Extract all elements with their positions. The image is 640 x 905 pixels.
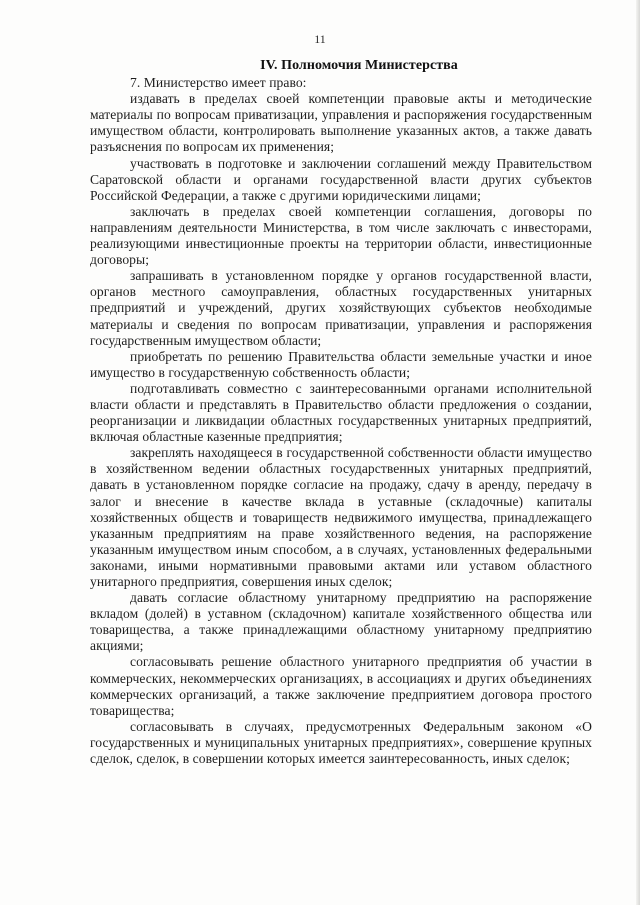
section-heading: IV. Полномочия Министерства xyxy=(260,58,458,73)
paragraph: согласовывать в случаях, предусмотренных Федеральным законом «О государственных и муниципальных унитарных предприятиях», совершение крупных сделок, сделок, в совершении которых имеется заинтересованность, иных сделок; xyxy=(90,718,592,767)
paragraph: согласовывать решение областного унитарного предприятия об участии в коммерческих, некоммерческих организациях, в ассоциациях и других объединениях коммерческих организаций, а также заключение предприятием договора простого товарищества; xyxy=(90,654,592,718)
paragraph: давать согласие областному унитарному предприятию на распоряжение вкладом (долей) в уставном (складочном) капитале хозяйственного общества или товарищества, а также принадлежащими областному унитарному предприятию акциями; xyxy=(90,590,592,654)
paragraph: участвовать в подготовке и заключении соглашений между Правительством Саратовской области и органами государственной власти других субъектов Российской Федерации, а также с другими юридическими лицами; xyxy=(90,155,592,203)
paragraph: приобретать по решению Правительства области земельные участки и иное имущество в государственную собственность области; xyxy=(90,348,592,380)
paragraph: подготавливать совместно с заинтересованными органами исполнительной власти области и представлять в Правительство области предложения о создании, реорганизации и ликвидации областных государственных унитарных предприятий, включая областные казенные предприятия; xyxy=(90,380,592,445)
paragraph: заключать в пределах своей компетенции соглашения, договоры по направлениям деятельности Министерства, в том числе заключать с инвесторами, реализующими инвестиционные проекты на территории области, инвестиционные договоры; xyxy=(90,203,592,268)
scan-edge xyxy=(636,0,640,905)
paragraph: издавать в пределах своей компетенции правовые акты и методические материалы по вопросам приватизации, управления и распоряжения государственным имуществом области, контролировать выполнение указанных актов, а также давать разъяснения по вопросам их применения; xyxy=(90,91,592,155)
document-body xyxy=(90,58,592,767)
clause-intro: 7. Министерство имеет право: xyxy=(130,75,307,91)
paragraph: закреплять находящееся в государственной собственности области имущество в хозяйственном ведении областных государственных унитарных предприятий, давать в установленном порядке согласие на продажу, сдачу в аренду, передачу в залог и внесение в качестве вклада в уставные (складочные) капиталы хозяйственных обществ и товариществ недвижимого имущества, принадлежащего указанным предприятиям на праве хозяйственного ведения, на распоряжение указанным имуществом иным способом, а в случаях, установленных федеральными законами, иными нормативными правовыми актами или уставом областного унитарного предприятия, совершения иных сделок; xyxy=(90,445,592,589)
paragraph: запрашивать в установленном порядке у органов государственной власти, органов местного самоуправления, областных государственных унитарных предприятий и учреждений, других хозяйствующих субъектов необходимые материалы и сведения по вопросам приватизации, управления и распоряжения государственным имуществом области; xyxy=(90,268,592,348)
page-number: 11 xyxy=(314,32,326,46)
